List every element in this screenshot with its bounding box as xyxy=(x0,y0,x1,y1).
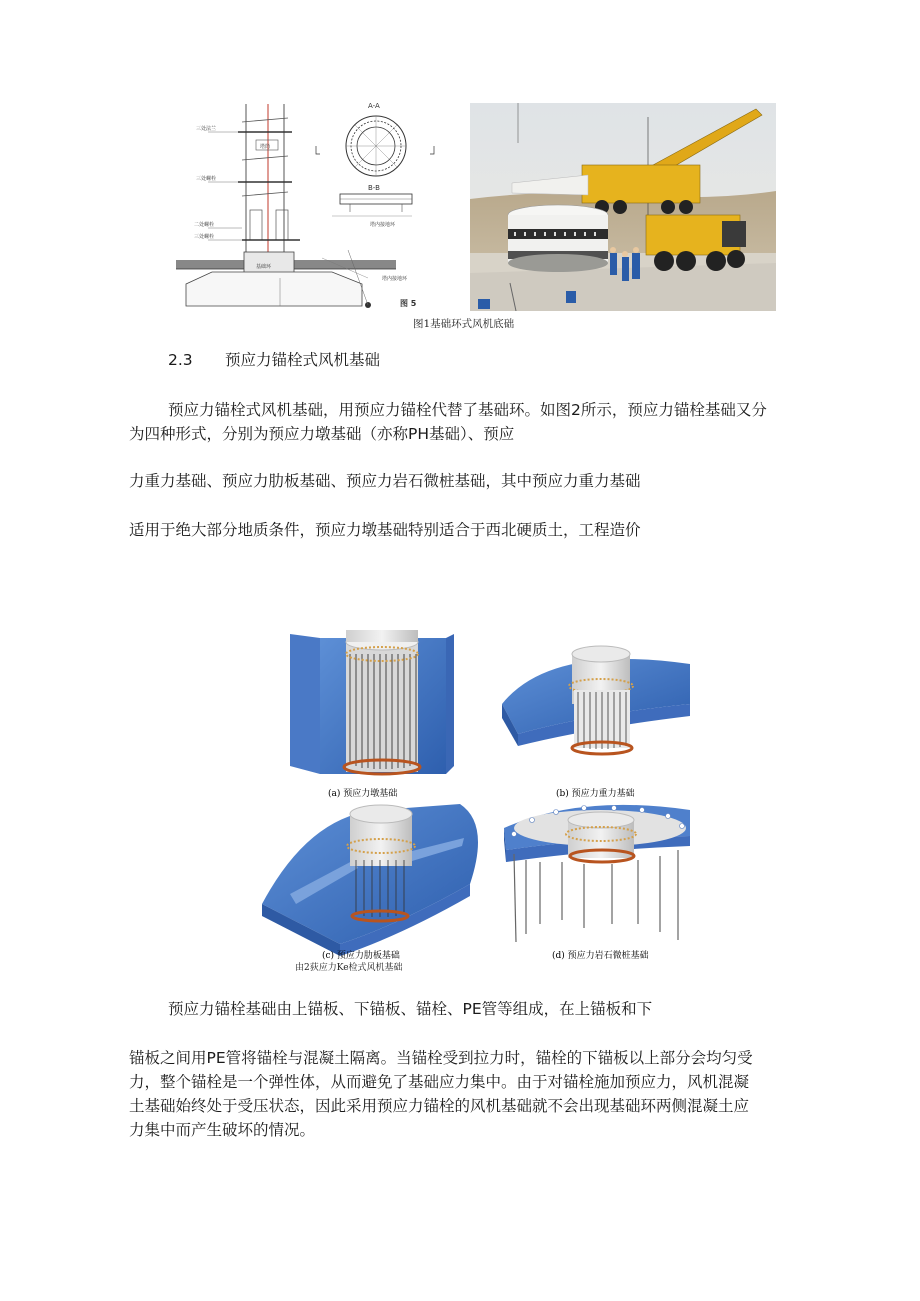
section-number: 2.3 xyxy=(168,351,193,369)
sub-caption-c: (c) 预应力肋板基础 xyxy=(322,951,400,961)
foundation-ring-drawing xyxy=(172,100,464,312)
svg-text:塔内接地环: 塔内接地环 xyxy=(370,222,396,228)
svg-text:二处螺栓: 二处螺栓 xyxy=(194,222,215,228)
tower-label: 塔筒 xyxy=(260,144,271,150)
svg-text:塔内接地环: 塔内接地环 xyxy=(382,276,408,282)
sub-caption-a: (a) 预应力墩基础 xyxy=(328,789,398,799)
svg-text:三处螺栓: 三处螺栓 xyxy=(194,234,215,240)
paragraph2-line3: 力，整个锚栓是一个弹性体，从而避免了基础应力集中。由于对锚栓施加预应力，风机混凝 xyxy=(129,1073,750,1091)
flange-label: 三处法兰 xyxy=(196,126,217,132)
paragraph2-line4: 土基础始终处于受压状态，因此采用预应力锚栓的风机基础就不会出现基础环两侧混凝土应 xyxy=(129,1097,750,1115)
figure1-caption: 图1基础环式风机底础 xyxy=(413,318,515,330)
paragraph1-line3: 力重力基础、预应力肋板基础、预应力岩石微桩基础，其中预应力重力基础 xyxy=(129,472,641,490)
paragraph1-line2: 为四种形式，分别为预应力墩基础（亦称PH基础）、预应 xyxy=(129,425,515,443)
drawing-figure-number: 图 5 xyxy=(400,299,417,308)
base-ring-label: 基础环 xyxy=(256,264,272,270)
paragraph2-line1: 预应力锚栓基础由上锚板、下锚板、锚栓、PE管等组成，在上锚板和下 xyxy=(168,1000,653,1018)
figure2-caption: 由2荻应力Ke检式风机基础 xyxy=(295,963,403,973)
paragraph2-line2: 锚板之间用PE管将锚栓与混凝土隔离。当锚栓受到拉力时，锚栓的下锚板以上部分会均匀受 xyxy=(129,1049,753,1067)
paragraph2-line5: 力集中而产生破坏的情况。 xyxy=(129,1121,316,1139)
paragraph1-line4: 适用于绝大部分地质条件，预应力墩基础特别适合于西北硬质土，工程造价 xyxy=(129,521,641,539)
crane-installation-photo xyxy=(470,103,776,311)
paragraph1-line1: 预应力锚栓式风机基础，用预应力锚栓代替了基础环。如图2所示，预应力锚栓基础又分 xyxy=(168,401,767,419)
section-bb-label: B-B xyxy=(368,184,380,192)
svg-text:三处螺栓: 三处螺栓 xyxy=(196,176,217,182)
pier-foundation-model xyxy=(290,630,454,774)
prestressed-anchor-figure xyxy=(250,624,700,970)
section-title: 预应力锚栓式风机基础 xyxy=(225,351,381,369)
section-aa-label: A-A xyxy=(368,102,380,110)
sub-caption-d: (d) 预应力岩石微桩基础 xyxy=(552,951,649,961)
sub-caption-b: (b) 预应力重力基础 xyxy=(556,789,635,799)
